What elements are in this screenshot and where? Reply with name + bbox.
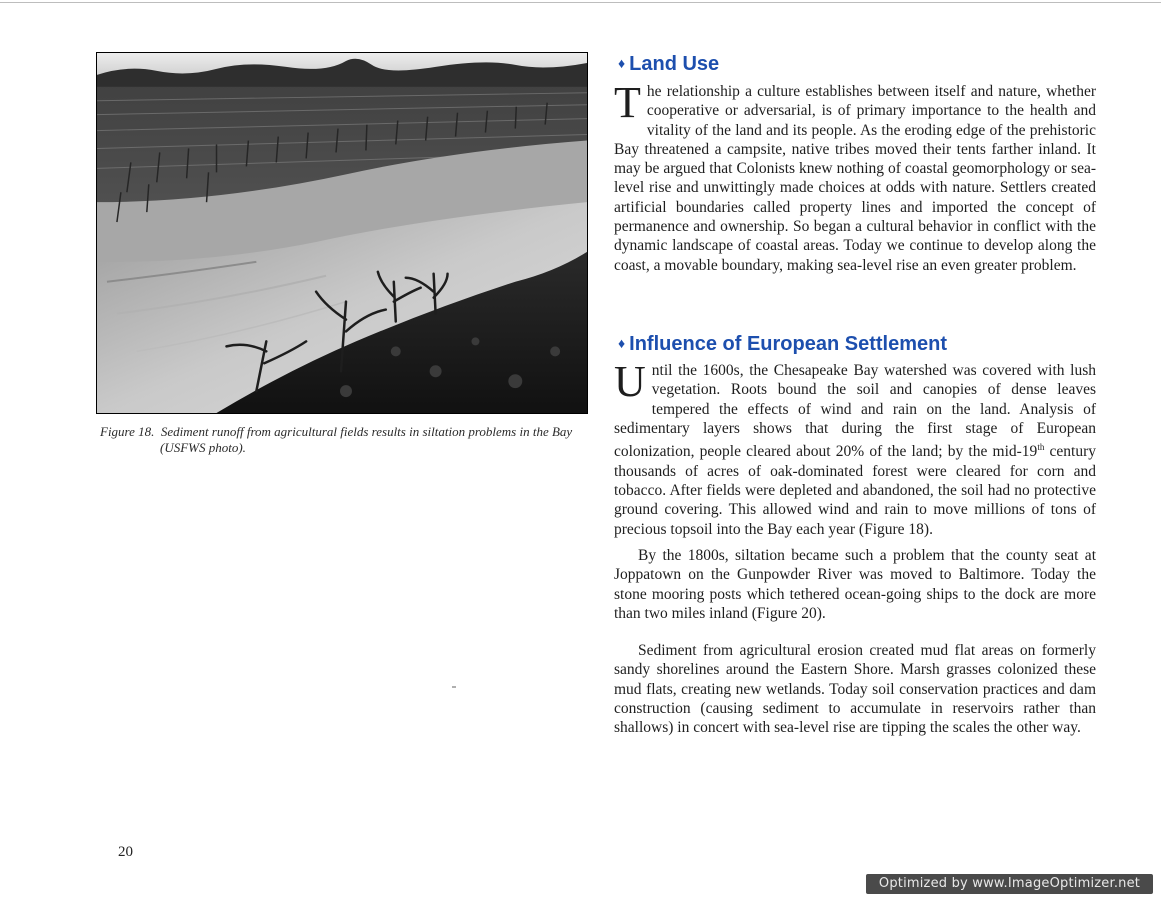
page-top-rule [0,2,1161,3]
land-use-heading-text: Land Use [629,53,720,75]
land-use-heading [618,51,1118,76]
settlement-drop-cap: U [614,357,646,406]
scan-speck [452,686,456,688]
sediment-runoff-photo [97,53,587,413]
figure-caption [100,424,592,456]
watermark-badge: Optimized by www.ImageOptimizer.net [866,874,1153,894]
european-settlement-heading-text: Influence of European Settlement [629,333,947,355]
page-number: 20 [118,844,133,860]
diamond-bullet-icon: ♦ [618,55,626,71]
land-use-body: he relationship a culture establishes between itself and nature, whether cooperative or adversarial, is of primary importance to the health and vitality of the land and its people. As the eroding edge of the prehistoric Bay threatened a campsite, native tribes moved their tents farther inland. It may be argued that Colonists knew nothing of coastal geomorphology or sea-level rise and unwittingly made choices at odds with nature. Settlers created artificial boundaries called property lines and imported the concept of permanence and ownership. So began a cultural behavior in conflict with the dynamic landscape of coastal areas. Today we continue to develop along the coast, a movable boundary, making sea-level rise an even greater problem. [614,83,1096,274]
figure-caption-label: Figure 18. [100,424,155,439]
diamond-bullet-icon: ♦ [618,335,626,351]
settlement-paragraph-3: Sediment from agricultural erosion created mud flat areas on formerly sandy shorelines around the Eastern Shore. Marsh grasses colonized these mud flats, creating new wetlands. Today soil conservation practices and dam construction (causing sediment to accumulate in reservoirs rather than shallows) in concert with sea-level rise are tipping the scales the other way. [614,642,1096,737]
settlement-superscript: th [1037,442,1045,453]
settlement-body-1b: century thousands of acres of oak-dominated forest were cleared for corn and tobacco. After fields were depleted and abandoned, the soil had no protective ground covering. This allowed wind and rain to move millions of tons of precious topsoil into the Bay each year (Figure 18). [614,443,1096,538]
settlement-paragraph-2: By the 1800s, siltation became such a problem that the county seat at Joppatown on the Gunpowder River was moved to Baltimore. Today the stone mooring posts which tethered ocean-going ships to the dock are more than two miles inland (Figure 20). [614,547,1096,622]
settlement-body-1a: ntil the 1600s, the Chesapeake Bay watershed was covered with lush vegetation. Roots bound the soil and canopies of dense leaves tempered the effects of wind and rain on the land. Analysis of sedimentary layers shows that during the first stage of European colonization, people cleared about 20% of the land; by the mid-19 [614,362,1096,461]
settlement-paragraph-1 [614,357,1096,539]
land-use-drop-cap: T [614,78,641,127]
european-settlement-heading [618,331,1118,356]
land-use-paragraph [614,78,1096,275]
figure-18-photo [96,52,588,414]
figure-caption-text: Sediment runoff from agricultural fields results in siltation problems in the Bay (USFWS photo). [160,424,573,455]
